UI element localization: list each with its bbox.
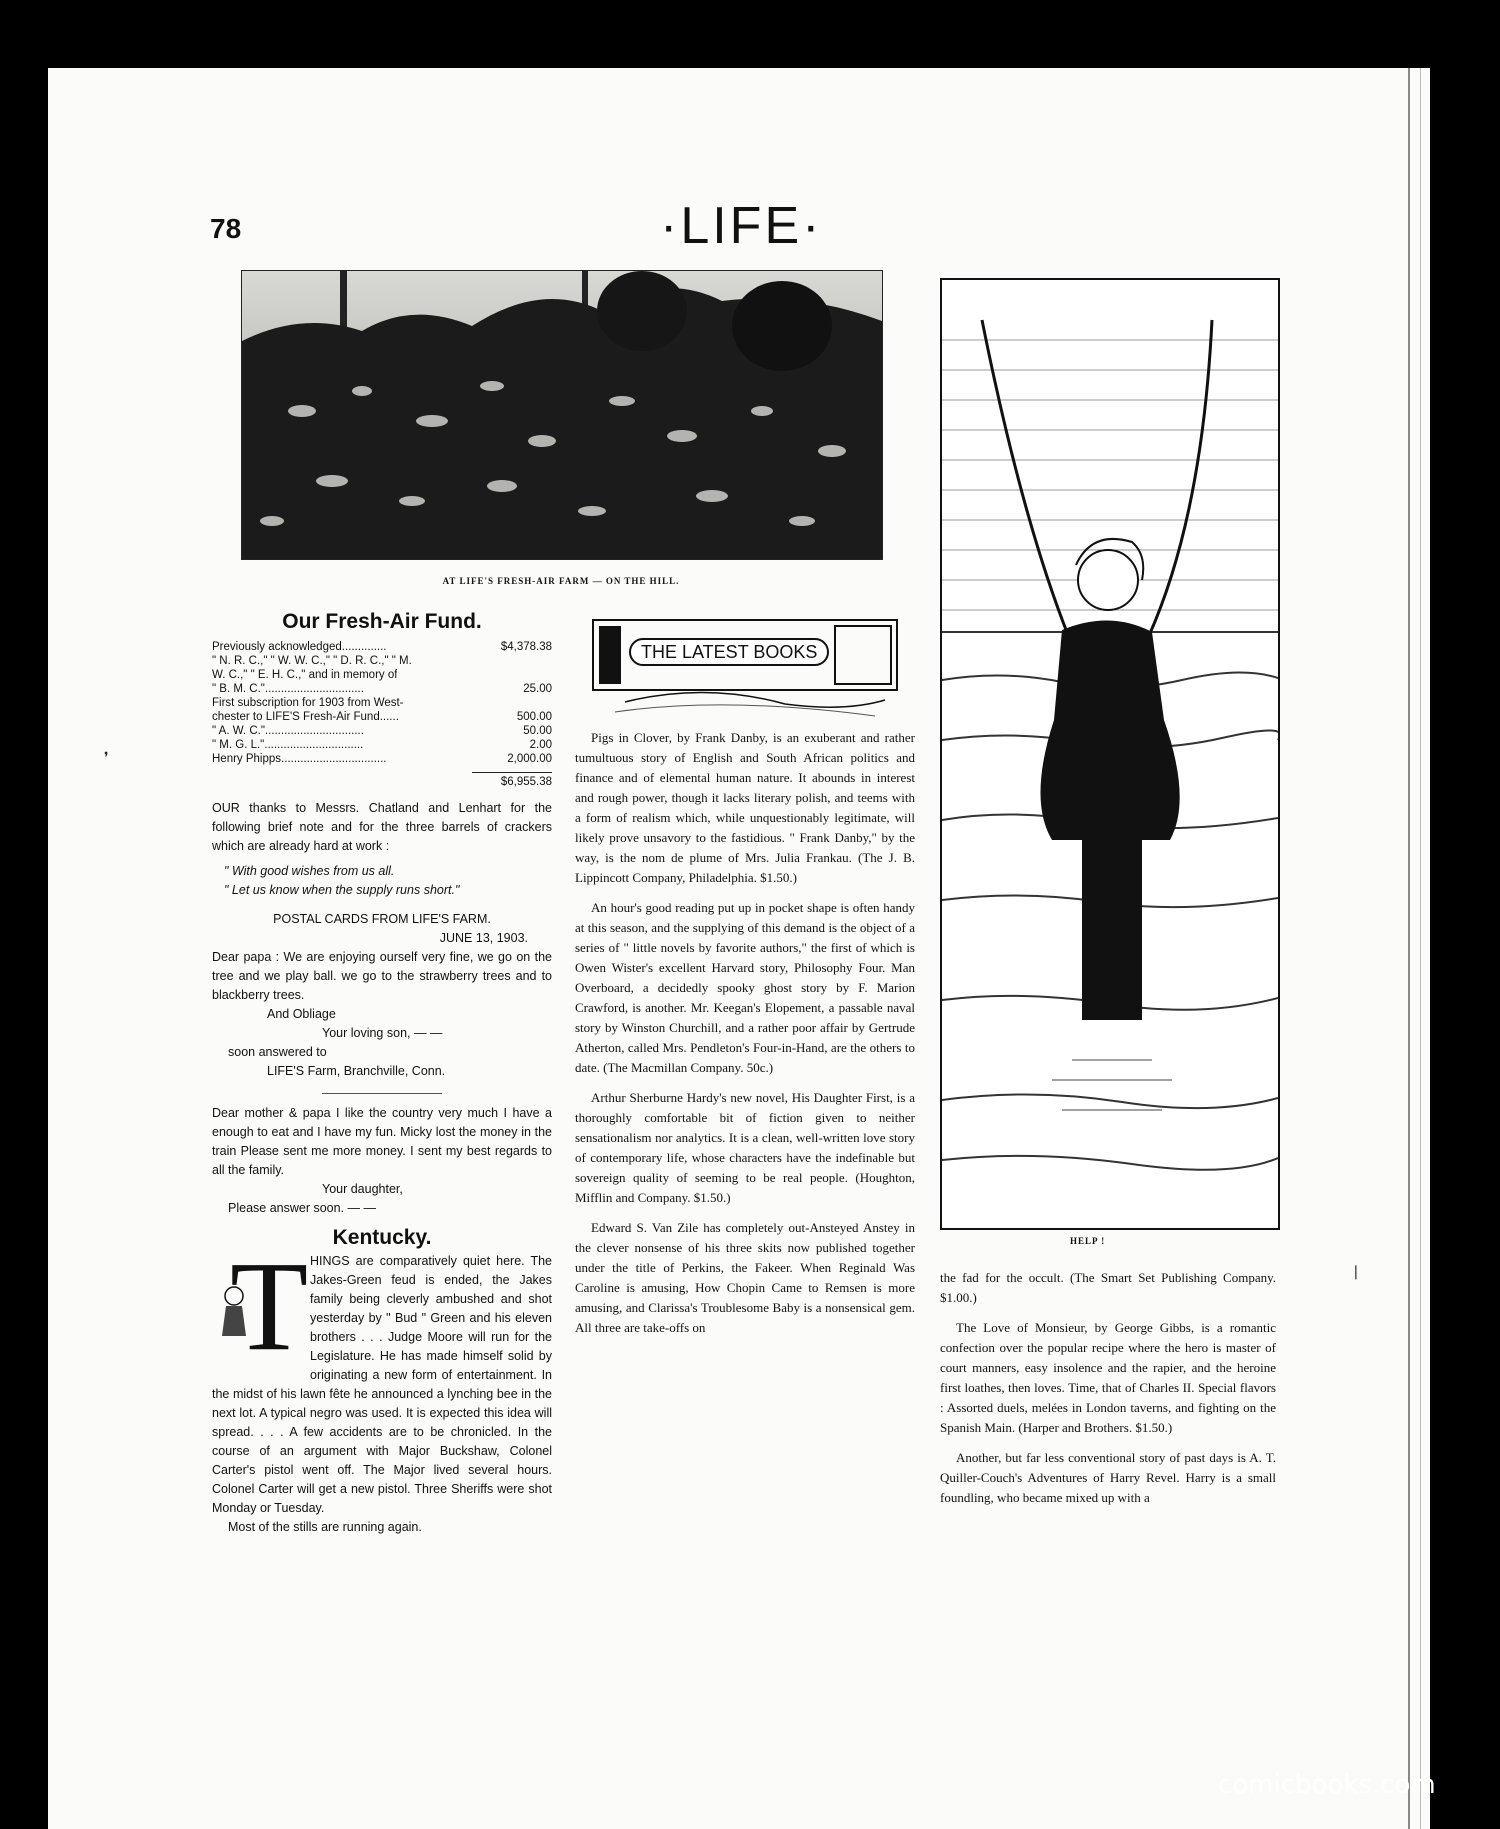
quote-line: " With good wishes from us all.	[224, 864, 395, 878]
masthead-title: ·LIFE·	[660, 197, 823, 255]
book-review-continued: the fad for the occult. (The Smart Set Publishing Company. $1.00.)	[940, 1270, 1276, 1305]
ledger-row: " M. G. L."............................... 2.00	[212, 739, 552, 751]
fund-heading: Our Fresh-Air Fund.	[282, 610, 482, 633]
page-edge	[1408, 68, 1410, 1829]
book-review: Another, but far less conventional story of past days is A. T. Quiller-Couch's Adventures of Harry Revel. Harry is a small foundling, who became mixed up with a	[940, 1450, 1276, 1505]
book-review: Arthur Sherburne Hardy's new novel, His Daughter First, is a thoroughly comfortable bit of fiction given to neither sensationalism nor analytics. It is a clean, well-written love story of contemporary life, whose characters have the indefinable but sovereign quality of seeming to be real people. (Houghton, Mifflin and Company. $1.50.)	[575, 1090, 915, 1205]
ledger-row: Previously acknowledged.............. $4,378.38	[212, 641, 552, 653]
site-watermark: comicbooks.com	[1218, 1770, 1436, 1800]
kentucky-closing: Most of the stills are running again.	[228, 1520, 422, 1534]
letter-son: Dear papa : We are enjoying ourself very fine, we go on the tree and we play ball. we go to the strawberry trees and to blackberry trees.	[212, 950, 552, 1002]
illustration-caption: HELP !	[1070, 1236, 1106, 1246]
divider	[322, 1093, 442, 1094]
photo-caption: AT LIFE'S FRESH-AIR FARM — ON THE HILL.	[442, 576, 680, 586]
letter-close: Your loving son, — —	[322, 1026, 443, 1040]
thanks-paragraph: OUR thanks to Messrs. Chatland and Lenhart for the following brief note and for the three barrels of crackers which are already hard at work :	[212, 801, 552, 853]
quote-line: " Let us know when the supply runs short."	[224, 883, 460, 897]
column-middle	[575, 612, 915, 1338]
fund-ledger	[212, 640, 552, 789]
letter-close: Your daughter,	[322, 1182, 403, 1196]
ledger-row: " A. W. C."............................... 50.00	[212, 725, 552, 737]
book-review: The Love of Monsieur, by George Gibbs, is a romantic confection over the popular recipe where the hero is master of court manners, easy insolence and the rapier, and the heroine first loathes, then loves. Time, that of Charles II. Special flavors : Assorted duels, melées in London taverns, and fighting on the Spanish Main. (Harper and Brothers. $1.50.)	[940, 1320, 1276, 1435]
letter-close: LIFE'S Farm, Branchville, Conn.	[267, 1064, 446, 1078]
letter-close: soon answered to	[228, 1045, 327, 1059]
page-number: 78	[210, 213, 242, 244]
ledger-row: W. C.," " E. H. C.," and in memory of	[212, 669, 398, 681]
postal-heading: POSTAL CARDS FROM LIFE'S FARM.	[273, 912, 491, 926]
kentucky-text: HINGS are comparatively quiet here. The Jakes-Green feud is ended, the Jakes family being cleverly ambushed and shot yesterday by " Bud " Green and his eleven brothers . . . Judge Moore will run for the Legislature. He has made himself solid by originating a new form of entertainment. In the midst of his lawn fête he announced a lynching bee in the next lot. A typical negro was used. It is expected this idea will spread. . . . A few accidents are to be chronicled. In the course of an argument with Major Buckshaw, Colonel Carter's pistol went off. The Major lived several hours. Colonel Carter will get a new pistol. Three Sheriffs were shot Monday or Tuesday.	[212, 1254, 552, 1515]
dropcap-illustration	[212, 1235, 309, 1377]
ledger-row: " B. M. C."............................... 25.00	[212, 683, 552, 695]
scan-mark: ❘	[1350, 1265, 1362, 1280]
column-left	[212, 612, 552, 1537]
scan-mark: ❜	[104, 751, 109, 766]
ledger-total: $6,955.38	[472, 772, 552, 789]
latest-books-banner	[585, 612, 905, 722]
ledger-row: First subscription for 1903 from West-	[212, 697, 404, 709]
dropcap-letter: T	[230, 1235, 309, 1377]
letter-close: Please answer soon. — —	[228, 1201, 376, 1215]
column-right	[940, 1268, 1276, 1508]
fresh-air-farm-photo	[241, 270, 883, 560]
ledger-row: chester to LIFE'S Fresh-Air Fund...... 500.00	[212, 711, 552, 723]
letter-date: JUNE 13, 1903.	[439, 931, 528, 945]
banner-label: THE LATEST BOOKS	[629, 638, 829, 666]
ledger-row: " N. R. C.," " W. W. C.," " D. R. C.," " M.	[212, 655, 412, 667]
bather-illustration	[940, 278, 1280, 1230]
book-review: An hour's good reading put up in pocket shape is often handy at this season, and the supplying of this demand is the object of a series of " little novels by favorite authors," the first of which is Owen Wister's excellent Harvard story, Philosophy Four. Man Overboard, a decidedly spooky ghost story by F. Marion Crawford, is another. Mr. Keegan's Elopement, a passable naval story by Winston Churchill, and a rather poor affair by Gertrude Atherton, called Mrs. Pendleton's Four-in-Hand, are the others to date. (The Macmillan Company. 50c.)	[575, 900, 915, 1075]
page-edge-line	[1420, 68, 1421, 1829]
letter-daughter: Dear mother & papa I like the country very much I have a enough to eat and I have my fun. Micky lost the money in the train Please sent me more money. I sent my best regards to all the family.	[212, 1106, 552, 1177]
book-review: Pigs in Clover, by Frank Danby, is an exuberant and rather tumultuous story of English and South African politics and finance and of elemental human nature. It abounds in interest and rough power, though it lacks literary polish, and teems with a form of realism which, while unquestionably legitimate, will likely prove unsavory to the fastidious. " Frank Danby," by the way, is the nom de plume of Mrs. Julia Frankau. (The J. B. Lippincott Company, Philadelphia. $1.50.)	[575, 730, 915, 885]
kentucky-heading: Kentucky.	[332, 1226, 432, 1249]
book-review: Edward S. Van Zile has completely out-Ansteyed Anstey in the clever nonsense of his three skits now published together under the title of Perkins, the Fakeer. When Reginald Was Caroline is amusing, How Chopin Came to Remsen is more amusing, and Clarissa's Troublesome Baby is a nonsensical gem. All three are take-offs on	[575, 1220, 915, 1335]
ledger-row: Henry Phipps................................. 2,000.00	[212, 753, 552, 765]
letter-close: And Obliage	[267, 1007, 336, 1021]
